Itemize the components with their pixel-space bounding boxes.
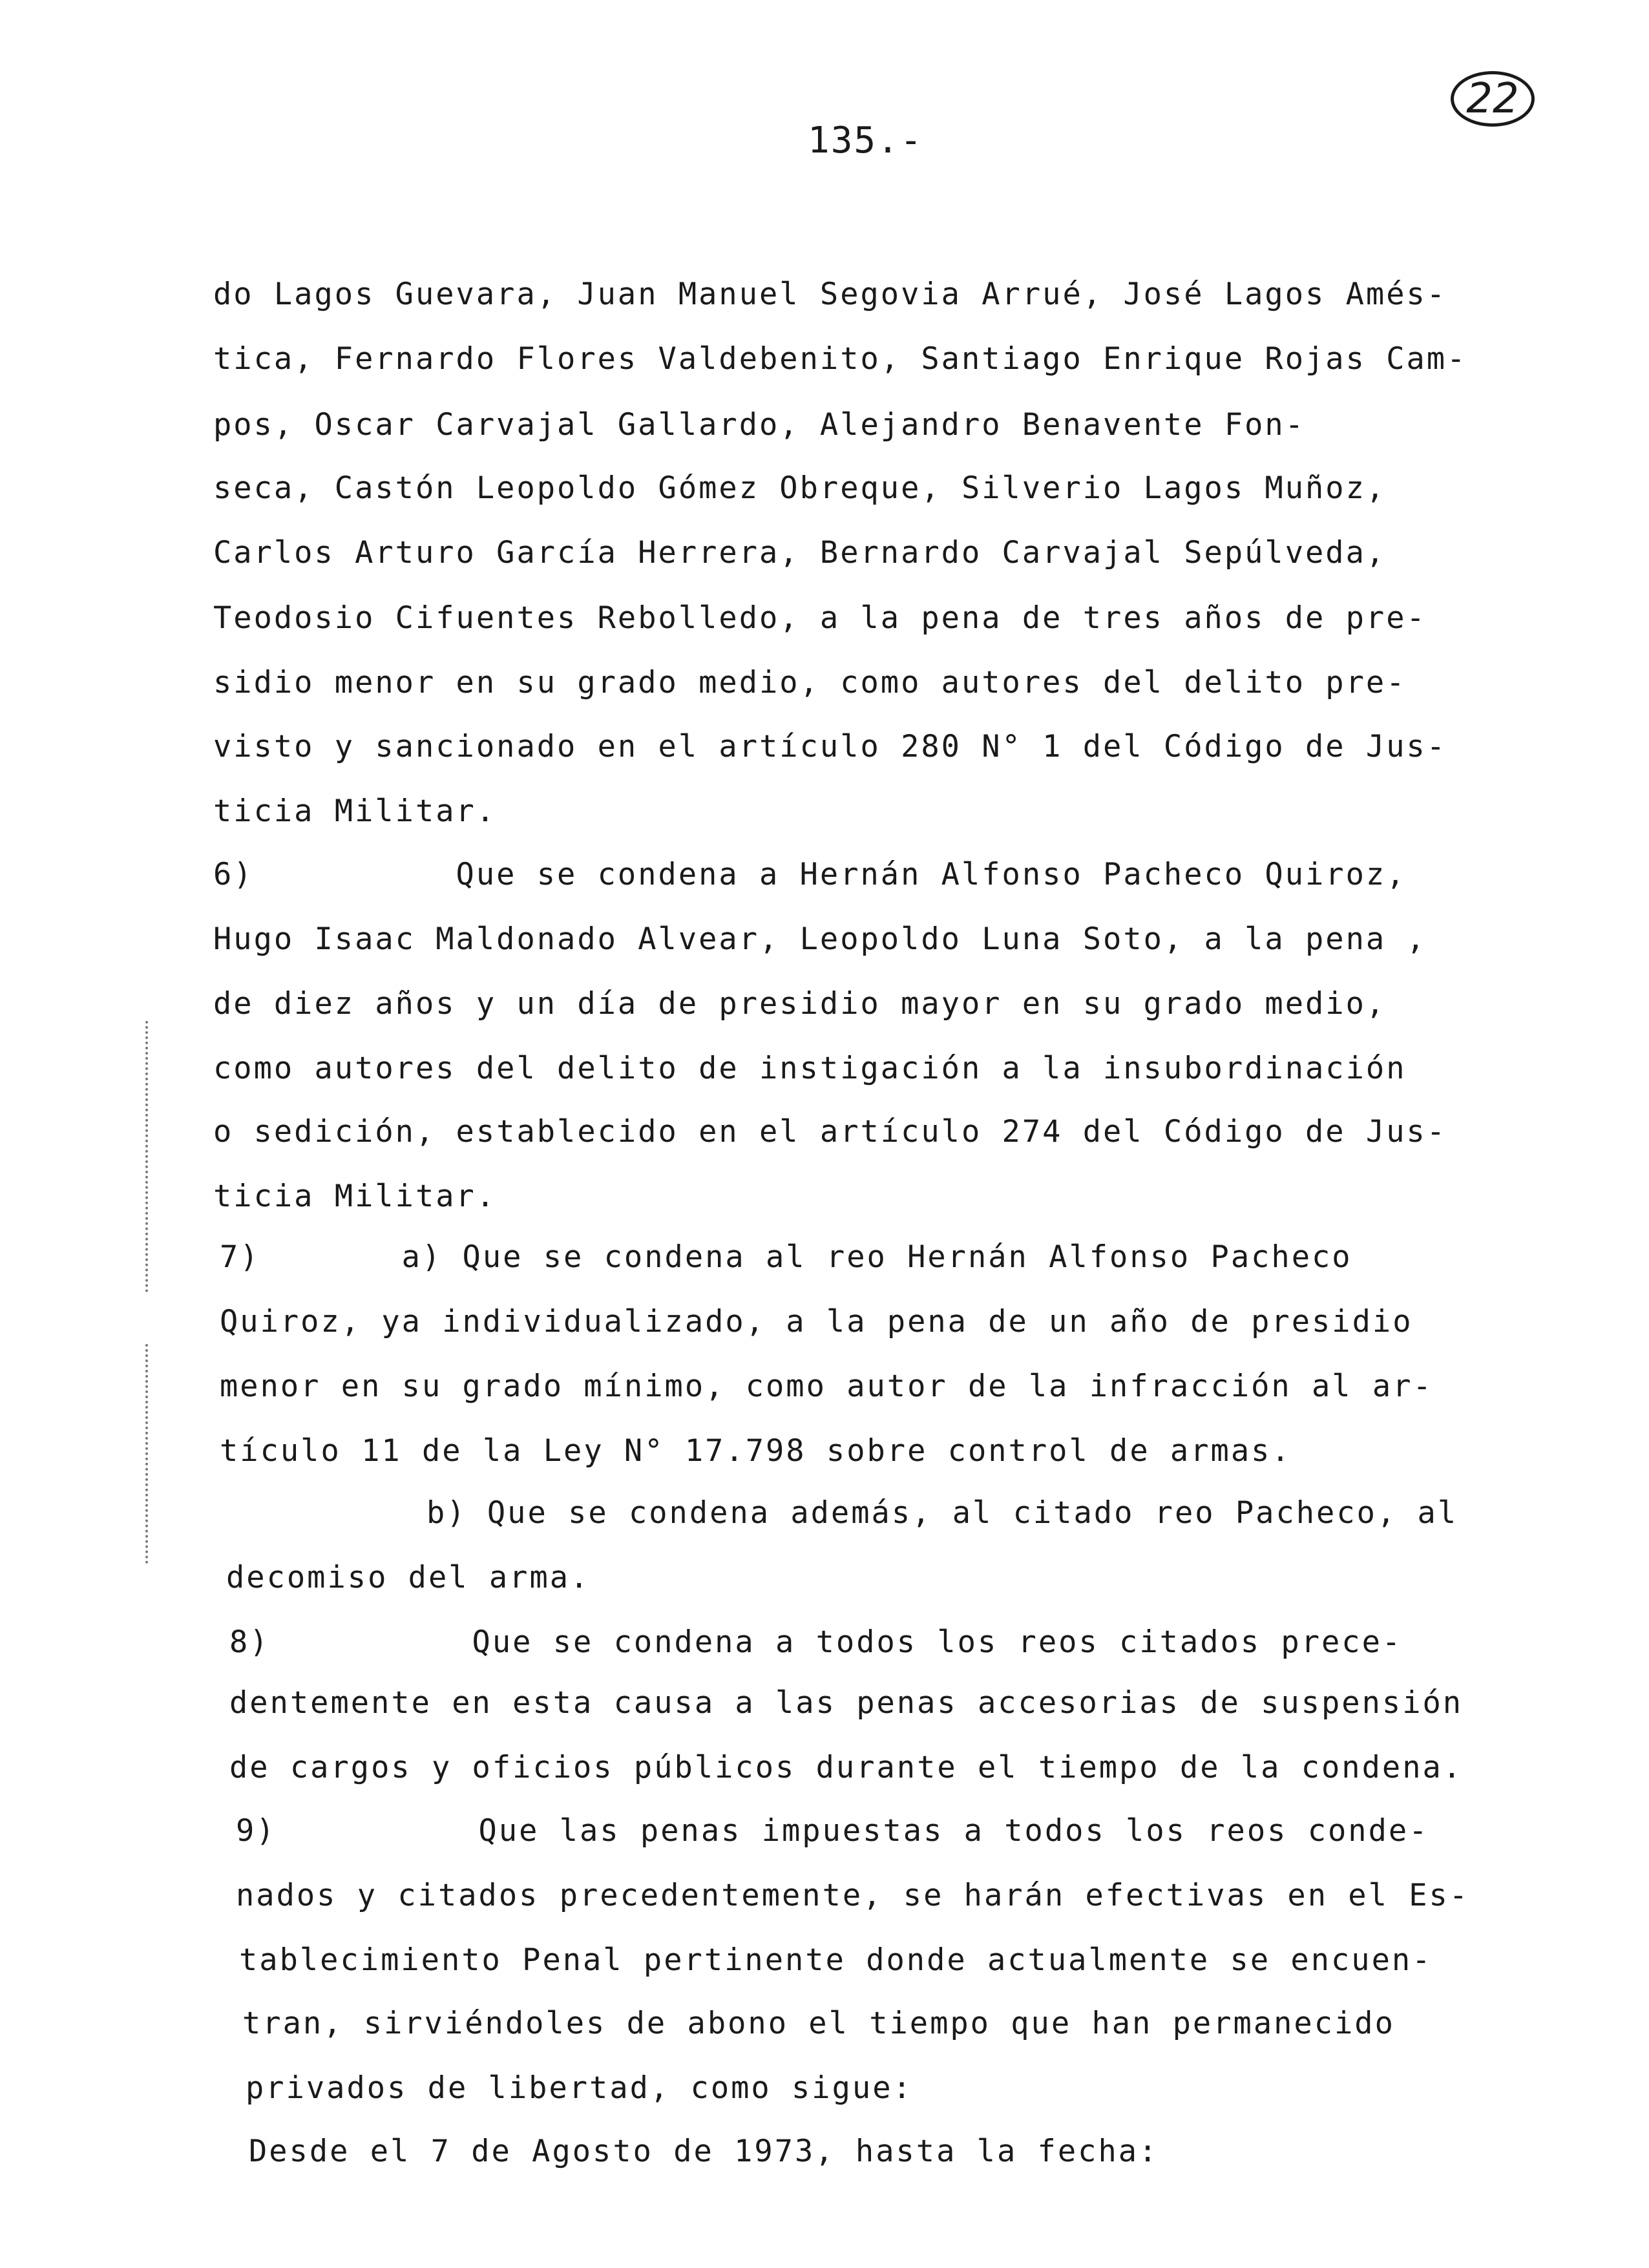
text-line: como autores del delito de instigación a la insubordinación xyxy=(213,1051,1407,1086)
text-line: tica, Fernardo Flores Valdebenito, Santiago Enrique Rojas Cam- xyxy=(213,341,1467,377)
text-line: ticia Militar. xyxy=(213,1179,497,1214)
margin-mark xyxy=(145,1344,152,1564)
page-number: 135.- xyxy=(808,120,923,162)
text-line: sidio menor en su grado medio, como autores del delito pre- xyxy=(213,665,1407,700)
text-line: seca, Castón Leopoldo Gómez Obreque, Silverio Lagos Muñoz, xyxy=(213,470,1387,506)
text-line: o sedición, establecido en el artículo 274 del Código de Jus- xyxy=(213,1114,1447,1150)
text-line: visto y sancionado en el artículo 280 N° 1 del Código de Jus- xyxy=(213,729,1447,764)
text-line: 6) Que se condena a Hernán Alfonso Pacheco Quiroz, xyxy=(213,857,1407,892)
text-line: de cargos y oficios públicos durante el tiempo de la condena. xyxy=(229,1750,1464,1785)
text-line: ticia Militar. xyxy=(213,793,497,829)
text-line: dentemente en esta causa a las penas accesorias de suspensión xyxy=(229,1685,1464,1721)
text-line: tablecimiento Penal pertinente donde actualmente se encuen- xyxy=(239,1942,1433,1978)
text-line: menor en su grado mínimo, como autor de la infracción al ar- xyxy=(220,1369,1433,1404)
folio-stamp: 22 xyxy=(1451,71,1535,127)
text-line: de diez años y un día de presidio mayor en su grado medio, xyxy=(213,986,1387,1022)
text-line: Hugo Isaac Maldonado Alvear, Leopoldo Luna Soto, a la pena , xyxy=(213,921,1427,957)
text-line: Quiroz, ya individualizado, a la pena de un año de presidio xyxy=(220,1304,1413,1339)
text-line: 7) a) Que se condena al reo Hernán Alfonso Pacheco xyxy=(220,1239,1352,1275)
text-line: tículo 11 de la Ley N° 17.798 sobre control de armas. xyxy=(220,1433,1292,1469)
text-line: Teodosio Cifuentes Rebolledo, a la pena de tres años de pre- xyxy=(213,600,1427,636)
text-line: decomiso del arma. xyxy=(226,1560,591,1595)
text-line: nados y citados precedentemente, se harán efectivas en el Es- xyxy=(236,1878,1470,1913)
text-line: 8) Que se condena a todos los reos citados prece- xyxy=(229,1624,1403,1660)
text-line: Desde el 7 de Agosto de 1973, hasta la fecha: xyxy=(249,2134,1159,2169)
margin-mark xyxy=(145,1021,152,1292)
text-line: privados de libertad, como sigue: xyxy=(246,2070,913,2106)
text-line: Carlos Arturo García Herrera, Bernardo Carvajal Sepúlveda, xyxy=(213,535,1387,571)
text-line: 9) Que las penas impuestas a todos los reos conde- xyxy=(236,1813,1429,1849)
text-line: b) Que se condena además, al citado reo Pacheco, al xyxy=(426,1495,1458,1531)
text-line: pos, Oscar Carvajal Gallardo, Alejandro Benavente Fon- xyxy=(213,407,1306,443)
text-line: tran, sirviéndoles de abono el tiempo que han permanecido xyxy=(242,2006,1395,2041)
text-line: do Lagos Guevara, Juan Manuel Segovia Arrué, José Lagos Amés- xyxy=(213,277,1447,312)
